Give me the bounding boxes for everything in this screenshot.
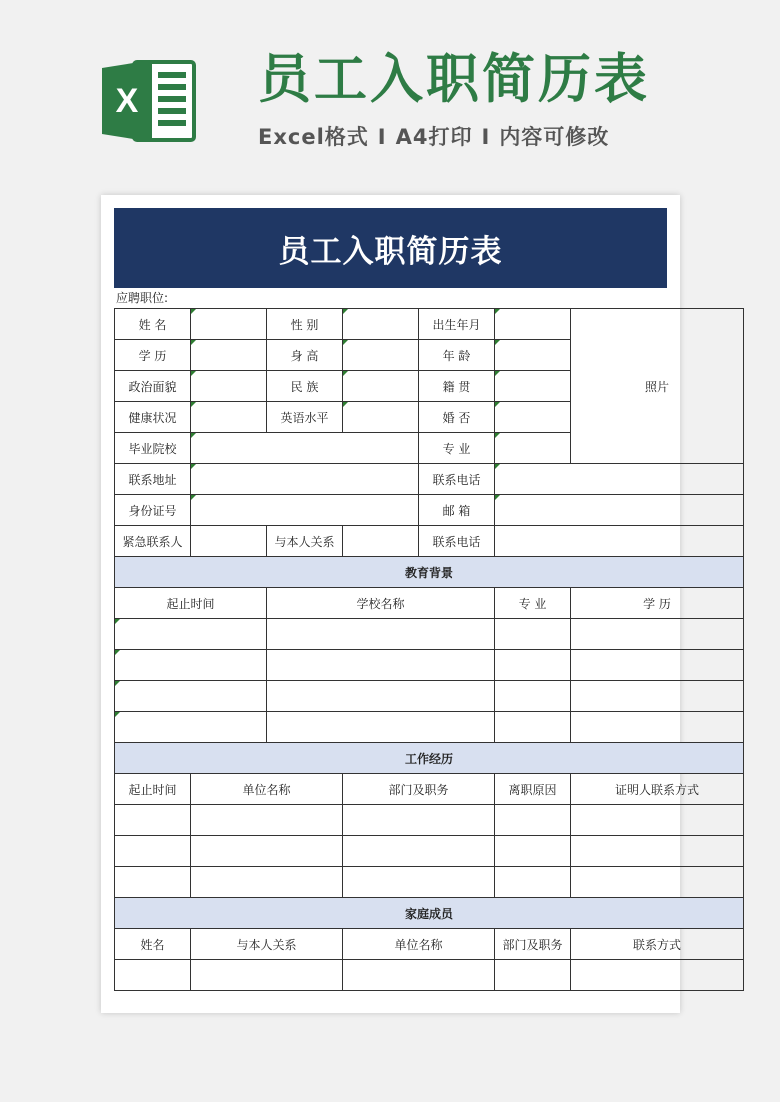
table-row — [115, 619, 744, 650]
header-degree: 学 历 — [571, 588, 744, 619]
header-member-relation: 与本人关系 — [191, 929, 343, 960]
work-department-cell[interactable] — [343, 836, 495, 867]
table-row — [115, 464, 744, 495]
section-row — [115, 743, 744, 774]
label-emergency-phone: 联系电话 — [419, 526, 495, 557]
table-row — [115, 526, 744, 557]
age-cell[interactable] — [495, 340, 571, 371]
native-place-cell[interactable] — [495, 371, 571, 402]
label-address: 联系地址 — [115, 464, 191, 495]
marital-cell[interactable] — [495, 402, 571, 433]
label-gender: 性 别 — [267, 309, 343, 340]
english-cell[interactable] — [343, 402, 419, 433]
label-marital: 婚 否 — [419, 402, 495, 433]
label-relation: 与本人关系 — [267, 526, 343, 557]
table-row — [115, 650, 744, 681]
header-major: 专 业 — [495, 588, 571, 619]
edu-degree-cell[interactable] — [571, 650, 744, 681]
table-row — [115, 960, 744, 991]
relation-cell[interactable] — [343, 526, 419, 557]
separator: I — [377, 125, 387, 149]
label-political: 政治面貌 — [115, 371, 191, 402]
edu-school-cell[interactable] — [267, 650, 495, 681]
work-period-cell[interactable] — [115, 836, 191, 867]
education-cell[interactable] — [191, 340, 267, 371]
label-school: 毕业院校 — [115, 433, 191, 464]
resume-sheet — [101, 195, 700, 1013]
table-row — [115, 836, 744, 867]
label-health: 健康状况 — [115, 402, 191, 433]
edu-major-cell[interactable] — [495, 650, 571, 681]
section-row — [115, 557, 744, 588]
table-row — [115, 867, 744, 898]
header-reference: 证明人联系方式 — [571, 774, 744, 805]
work-leave-reason-cell[interactable] — [495, 805, 571, 836]
edu-period-cell[interactable] — [115, 619, 267, 650]
label-height: 身 高 — [267, 340, 343, 371]
label-english: 英语水平 — [267, 402, 343, 433]
header-member-department: 部门及职务 — [495, 929, 571, 960]
header-school-name: 学校名称 — [267, 588, 495, 619]
header-member-name: 姓名 — [115, 929, 191, 960]
work-company-cell[interactable] — [191, 836, 343, 867]
work-reference-cell[interactable] — [571, 836, 744, 867]
position-label: 应聘职位: — [116, 291, 169, 305]
work-department-cell[interactable] — [343, 867, 495, 898]
table-row — [115, 495, 744, 526]
height-cell[interactable] — [343, 340, 419, 371]
work-reference-cell[interactable] — [571, 805, 744, 836]
photo-cell[interactable]: 照片 — [571, 309, 744, 464]
work-leave-reason-cell[interactable] — [495, 836, 571, 867]
table-header-row — [115, 588, 744, 619]
label-name: 姓 名 — [115, 309, 191, 340]
section-row — [115, 898, 744, 929]
header-member-contact: 联系方式 — [571, 929, 744, 960]
work-period-cell[interactable] — [115, 805, 191, 836]
member-contact-cell[interactable] — [571, 960, 744, 991]
table-row — [115, 309, 744, 340]
emergency-cell[interactable] — [191, 526, 267, 557]
education-section-title: 教育背景 — [115, 557, 744, 588]
name-cell[interactable] — [191, 309, 267, 340]
print-note: A4打印 — [395, 125, 473, 149]
header-member-company: 单位名称 — [343, 929, 495, 960]
phone-cell[interactable] — [495, 464, 744, 495]
header-company: 单位名称 — [191, 774, 343, 805]
ethnicity-cell[interactable] — [343, 371, 419, 402]
birth-cell[interactable] — [495, 309, 571, 340]
id-number-cell[interactable] — [191, 495, 419, 526]
label-id-number: 身份证号 — [115, 495, 191, 526]
member-relation-cell[interactable] — [191, 960, 343, 991]
label-emergency: 紧急联系人 — [115, 526, 191, 557]
work-section-title: 工作经历 — [115, 743, 744, 774]
edu-period-cell[interactable] — [115, 712, 267, 743]
edu-period-cell[interactable] — [115, 650, 267, 681]
format-note: Excel格式 — [258, 125, 369, 149]
edu-period-cell[interactable] — [115, 681, 267, 712]
family-section-title: 家庭成员 — [115, 898, 744, 929]
edu-major-cell[interactable] — [495, 619, 571, 650]
member-department-cell[interactable] — [495, 960, 571, 991]
label-ethnicity: 民 族 — [267, 371, 343, 402]
label-native-place: 籍 贯 — [419, 371, 495, 402]
banner — [0, 0, 780, 195]
excel-logo-icon — [100, 56, 198, 146]
banner-subtitle — [258, 122, 728, 152]
edu-major-cell[interactable] — [495, 681, 571, 712]
edu-degree-cell[interactable] — [571, 712, 744, 743]
edu-degree-cell[interactable] — [571, 619, 744, 650]
work-leave-reason-cell[interactable] — [495, 867, 571, 898]
table-header-row — [115, 929, 744, 960]
header-leave-reason: 离职原因 — [495, 774, 571, 805]
table-row — [115, 712, 744, 743]
separator: I — [481, 125, 491, 149]
banner-title: 员工入职简历表 — [258, 49, 650, 110]
email-cell[interactable] — [495, 495, 744, 526]
edit-note: 内容可修改 — [499, 125, 610, 149]
excel-logo-letter: X — [115, 82, 139, 120]
work-reference-cell[interactable] — [571, 867, 744, 898]
table-row — [115, 681, 744, 712]
work-company-cell[interactable] — [191, 867, 343, 898]
header-department: 部门及职务 — [343, 774, 495, 805]
political-cell[interactable] — [191, 371, 267, 402]
label-major: 专 业 — [419, 433, 495, 464]
edu-major-cell[interactable] — [495, 712, 571, 743]
health-cell[interactable] — [191, 402, 267, 433]
label-birth: 出生年月 — [419, 309, 495, 340]
major-cell[interactable] — [495, 433, 571, 464]
work-period-cell[interactable] — [115, 867, 191, 898]
address-cell[interactable] — [191, 464, 419, 495]
label-education: 学 历 — [115, 340, 191, 371]
edu-degree-cell[interactable] — [571, 681, 744, 712]
edu-school-cell[interactable] — [267, 712, 495, 743]
school-cell[interactable] — [191, 433, 419, 464]
work-department-cell[interactable] — [343, 805, 495, 836]
edu-school-cell[interactable] — [267, 619, 495, 650]
gender-cell[interactable] — [343, 309, 419, 340]
edu-school-cell[interactable] — [267, 681, 495, 712]
header-period: 起止时间 — [115, 588, 267, 619]
table-row — [115, 805, 744, 836]
label-email: 邮 箱 — [419, 495, 495, 526]
member-name-cell[interactable] — [115, 960, 191, 991]
label-phone: 联系电话 — [419, 464, 495, 495]
emergency-phone-cell[interactable] — [495, 526, 744, 557]
member-company-cell[interactable] — [343, 960, 495, 991]
label-age: 年 龄 — [419, 340, 495, 371]
document-title: 员工入职简历表 — [114, 208, 667, 288]
work-company-cell[interactable] — [191, 805, 343, 836]
table-header-row — [115, 774, 744, 805]
resume-table — [114, 308, 744, 991]
header-work-period: 起止时间 — [115, 774, 191, 805]
